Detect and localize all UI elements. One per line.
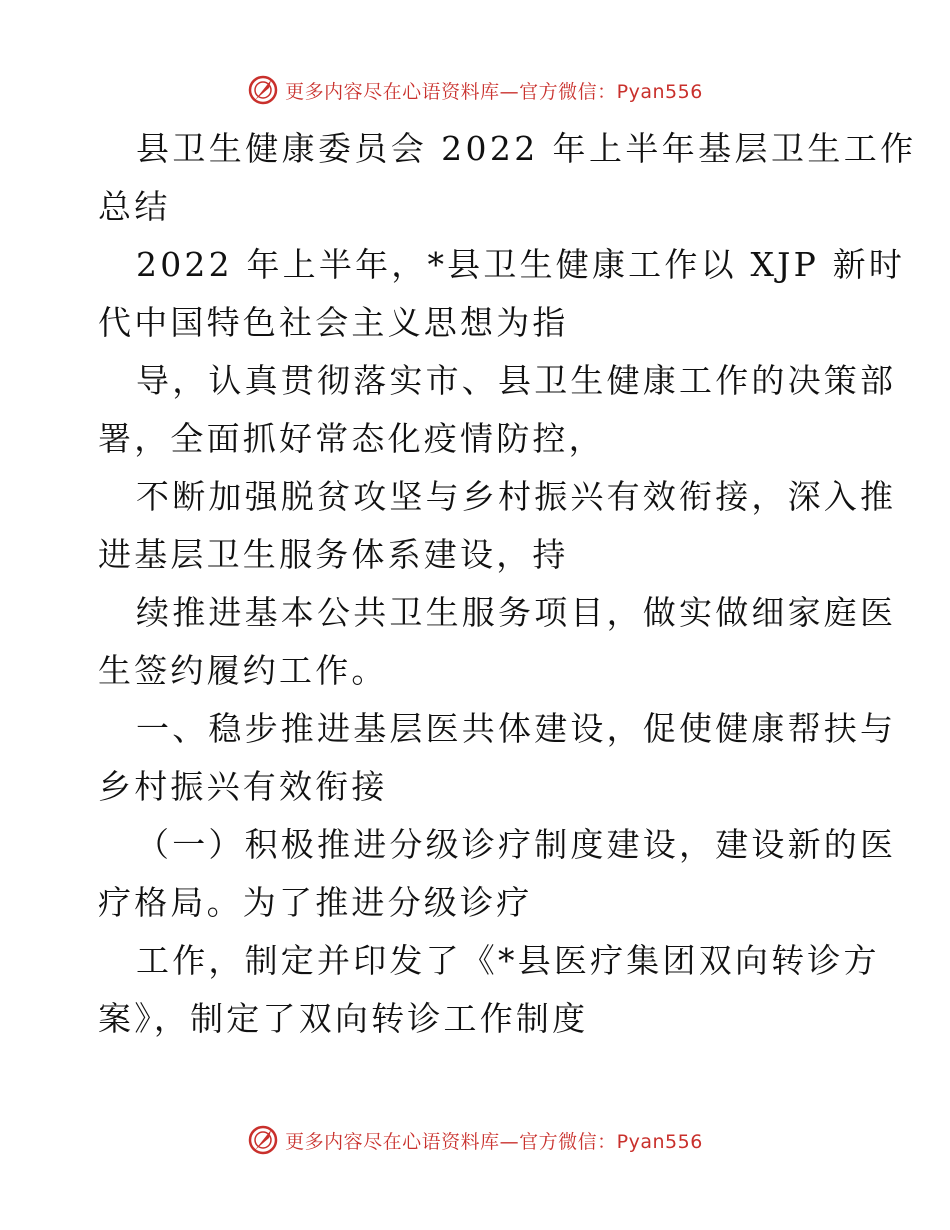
- paragraph-line: 生签约履约工作。: [98, 651, 388, 690]
- paragraph-line: （一）积极推进分级诊疗制度建设，建设新的医: [136, 825, 897, 864]
- paragraph-line: 乡村振兴有效衔接: [98, 767, 388, 806]
- footer-watermark: [0, 1120, 950, 1160]
- paragraph-line: 2022 年上半年，*县卫生健康工作以 XJP 新时: [136, 245, 906, 284]
- watermark-text: 更多内容尽在心语资料库—官方微信：Pyan556: [285, 80, 703, 103]
- document-title-line: 总结: [98, 187, 171, 226]
- paragraph-line: 导，认真贯彻落实市、县卫生健康工作的决策部: [136, 361, 897, 400]
- paragraph-line: 续推进基本公共卫生服务项目，做实做细家庭医: [136, 593, 897, 632]
- paragraph-line: 代中国特色社会主义思想为指: [98, 303, 569, 342]
- paragraph-line: 不断加强脱贫攻坚与乡村振兴有效衔接，深入推: [136, 477, 897, 516]
- paragraph-line: 一、稳步推进基层医共体建设，促使健康帮扶与: [136, 709, 897, 748]
- document-title-line: 县卫生健康委员会 2022 年上半年基层卫生工作: [136, 129, 917, 168]
- paragraph-line: 案》，制定了双向转诊工作制度: [98, 999, 589, 1038]
- quill-logo-icon: [247, 74, 279, 106]
- document-body: [98, 120, 917, 1048]
- quill-logo-icon: [247, 1124, 279, 1156]
- watermark-text: 更多内容尽在心语资料库—官方微信：Pyan556: [285, 1130, 703, 1153]
- paragraph-line: 疗格局。为了推进分级诊疗: [98, 883, 533, 922]
- paragraph-line: 署，全面抓好常态化疫情防控，: [98, 419, 605, 458]
- paragraph-line: 工作，制定并印发了《*县医疗集团双向转诊方: [136, 941, 880, 980]
- paragraph-line: 进基层卫生服务体系建设，持: [98, 535, 569, 574]
- header-watermark: [0, 70, 950, 110]
